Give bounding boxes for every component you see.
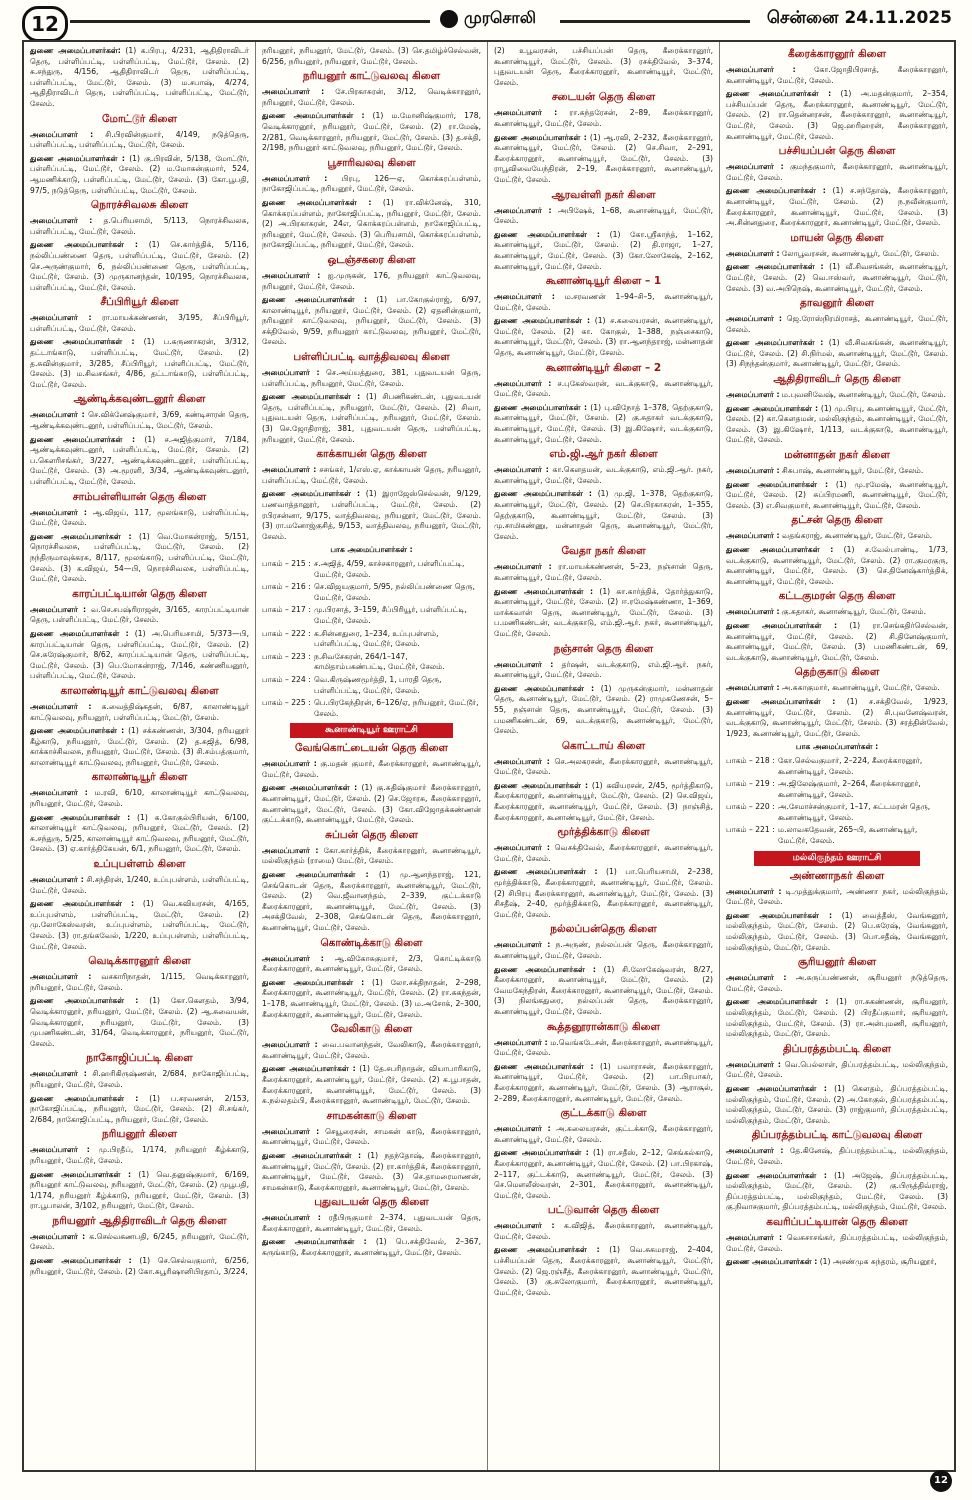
branch-title: வேங்கொட்டையன் தெரு கிளை xyxy=(295,742,448,755)
member-paragraph: அமைப்பாளர் : அ.சுகாகுமார், கூனாண்டியூர், மேட்டூர், சேலம். xyxy=(726,683,940,693)
column-4 xyxy=(720,42,954,1470)
member-paragraph: அமைப்பாளர் : அ.சுருப்பண்ணன், சூரியனூர் நடுத்தெரு, மேட்டூர், சேலம். xyxy=(726,973,948,993)
member-paragraph: துணை அமைப்பாளர்கள் : (1) அசண்முக சுந்தரம், சூரியனூர், xyxy=(726,1257,937,1267)
branch-title: நாகோஜிப்பட்டி கிளை xyxy=(86,1052,193,1065)
branch-title: வேலிகாடு கிளை xyxy=(330,1023,413,1036)
booth-row xyxy=(262,675,481,696)
branch-title: காரப்பட்டியான் தெரு கிளை xyxy=(72,587,207,600)
booth-row xyxy=(726,779,948,800)
booth-organiser: பெ.பிரகேந்திரன், 6–126/ஏ, நரியனூர், மேட்டூர், சேலம். xyxy=(314,698,479,718)
emblem-icon xyxy=(440,10,458,28)
branch-title: மோட்டூர் கிளை xyxy=(102,112,177,125)
member-paragraph: துணை அமைப்பாளர்கள் : (1) சிபணிகண்டன், புதுவடயன் தெரு, பள்ளிப்பட்டி, நரியனூர், மேட்டூர், சேலம். (2) சிவா, புதுவடயன் தெரு, பள்ளிப்பட்டி, நரியனூர், மேட்டூர், சேலம். (3) செ.ஜோதிராஜ், 381, புதுவடயன் தெரு, பள்ளிப்பட்டி, நரியனூர், மேட்டூர், சேலம். xyxy=(262,392,482,444)
branch-title: நஞ்சான் தெரு கிளை xyxy=(553,642,654,655)
member-paragraph: துணை அமைப்பாளர்கள் : (1) கா.கார்த்திக், தோர்த்துகாடு, கூனாண்டியூர், மேட்டூர், சேலம். (2) ஈ.ரமேஷ்கண்ணா, 1–369, மாக்கவான் தெரு, கூனாண்டியூர், மேட்டூர், சேலம். (3) ப.மணிகண்டன், வடக்குகாடு, எம்.ஜி.ஆர். நகர், கூனாண்டியூர், மேட்டூர், சேலம். xyxy=(494,586,713,638)
member-paragraph: துணை அமைப்பாளர்கள் : (1) மு.ரமேஷ், கூனாண்டியூர், மேட்டூர், சேலம். (2) சுப்பிரமணி, கூனாண்டியூர், மேட்டூர், சேலம். (3) எ.சிவகுமார், கூனாண்டியூர், மேட்டூர், சேலம். xyxy=(726,479,948,510)
page-number-badge: 12 xyxy=(22,6,68,42)
member-paragraph: துணை அமைப்பாளர்கள் : (1) வெ.தனுஷ்குமார், 6/169, நரியனூர் காட்டுவலவு, நரியனூர், மேட்டூர், சேலம். (2) முபூபதி, 1/174, நரியனூர் கீழ்க்காடு, நரியனூர், மேட்டூர், சேலம். (3) ரா.பூபாலன், 3/102, நரியனூர், மேட்டூர், சேலம். xyxy=(30,1169,250,1211)
masthead-rule-left xyxy=(70,20,430,23)
member-paragraph: துணை அமைப்பாளர்கள் : (1) பா.பெரியசாமி, 2–238, மூர்த்திக்காடு, கீரைக்காரனூர், கூனாண்டியூர், மேட்டூர், சேலம். (2) சிபிரபு கீரைக்காரனூர், கூனாண்டியூர், மேட்டூர், சேலம். (3) சிசதீஷ், 2–40, மூர்த்திக்காடு, கீரைக்காரனூர், கூனாண்டியூர், மேட்டூர், சேலம். xyxy=(494,867,713,919)
branch-title: வெடிக்காரனூர் கிளை xyxy=(88,955,191,968)
branch-title: நொரச்சிவலசு கிளை xyxy=(90,199,189,212)
member-paragraph: அமைப்பாளர் : கா.கௌதமன், வடக்குகாடு, எம்.ஜி.ஆர். நகர், கூனாண்டியூர், மேட்டூர், சேலம். xyxy=(494,465,713,485)
member-paragraph: துணை அமைப்பாளர்கள் : (1) ப.சரவணன், 2/153, நாகோஜிப்பட்டி, நரியனூர், மேட்டூர், சேலம். (2) சி.சங்கர், 2/684, நாகோஜிப்பட்டி, நரியனூர், மேட்டூர், சேலம். xyxy=(30,1093,249,1124)
booth-number: பாகம் – 223 : xyxy=(262,651,311,661)
booth-organiser: க.சின்னதுரை, 1–234, உப்புபள்ளம், பள்ளிப்பட்டி, மேட்டூர், சேலம். xyxy=(314,628,439,649)
member-paragraph: அமைப்பாளர் : த.பெரியசாமி, 5/113, நொரச்சிவலசு, பள்ளிப்பட்டி, மேட்டூர், சேலம். xyxy=(30,216,249,236)
member-paragraph: துணை அமைப்பாளர்கள் : (1) ப.கருணாகரன், 3/312, தட்டாங்காடு, பள்ளிப்பட்டி, மேட்டூர், சேலம். (2) த.சுவின்குமார், 3/285, சீப்பிரியூர், பள்ளிப்பட்டி, மேட்டூர், சேலம். (3) ம.சிவசங்கர், 4/86, தட்டாங்காடு, பள்ளிப்பட்டி, மேட்டூர், சேலம். xyxy=(30,337,249,389)
branch-title: ஆண்டிக்கவுண்டனூர் கிளை xyxy=(73,393,206,406)
member-paragraph: நரியனூர், நரியனூர், மேட்டூர், சேலம். (3) செ.தமிழ்ச்செல்வன், 6/256, நரியனூர், நரியனூர், மேட்டூர், சேலம். xyxy=(262,46,481,66)
booth-number: பாகம் – 219 : xyxy=(726,779,775,789)
member-paragraph: துணை அமைப்பாளர்கள் : (1) இராஜேஸ்செல்வன், 9/129, பணவாத்தானூர், பள்ளிப்பட்டி, மேட்டூர், சேலம். (2) ரபிரசன்னா, 9/175, வாத்திவலவு, நரியனூர், மேட்டூர், சேலம். (3) ரா.மனோஜ்குசித், 9/153, வாத்திவலவு, நரியனூர், மேட்டூர், சேலம். xyxy=(262,489,482,541)
member-paragraph: அமைப்பாளர் : ம.வெங்கடேசன், கீரைக்காரனூர், கூனாண்டியூர், மேட்டூர், சேலம். xyxy=(494,1037,713,1058)
booth-number: பாகம் – 225 : xyxy=(262,698,311,708)
member-paragraph: துணை அமைப்பாளர்கள் : (1) மு.ஜி, 1–378, தெற்குகாடு, கூனாண்டியூர், மேட்டூர், சேலம். (2) செ.பிரகாசுரன், 1–355, தெற்குகாடு, கூனாண்டியூர், மேட்டூர், சேலம். (3) மு.சாமிகண்ணு, மன்னாதன் தெரு, கூனாண்டியூர், மேட்டூர், சேலம். xyxy=(494,489,713,541)
member-paragraph: அமைப்பாளர் : ம.புவனிவேஷ், கூனாண்டியூர், மேட்டூர், சேலம். xyxy=(726,390,946,400)
member-paragraph: அமைப்பாளர் : பிரபு, 126—ஏ, கொக்கரப்பள்ளம், நாகோஜிப்பட்டி, நரியனூர், மேட்டூர், சேலம். xyxy=(262,173,481,194)
masthead-rule-right xyxy=(560,20,750,23)
branch-title: ஆரவள்ளி நகர் கிளை xyxy=(551,188,656,201)
member-paragraph: அமைப்பாளர் : சே.பிரகாசுரன், 3/12, வெடிக்காரனூர், நரியனூர், மேட்டூர், சேலம். xyxy=(262,87,481,107)
member-paragraph: துணை அமைப்பாளர்கள் : (1) தே.சபரிநாதன், வியாபாரிகாடு, கீரைக்காரனூர், கூனாண்டியூர், மேட்டூர், சேலம். (2) க.பூபாதன், கீரைக்காரனூர், கூனாண்டியூர், மேட்டூர், சேலம். (3) சு.நல்லதம்பி, கீரைக்காரனூர், கூனாண்டியூர், மேட்டூர், சேலம். xyxy=(262,1064,481,1106)
booth-row xyxy=(726,825,948,846)
member-paragraph: துணை அமைப்பாளர்கள் : (1) மு.ஆனந்தராஜ், 121, செங்கொடன் தெரு, கீரைக்காரனூர், கூனாண்டியூர், மேட்டூர், சேலம். (2) வெ.ஜீவானந்தம், 2–339, குட்டக்காடு கீரைக்காரனூர், கூனாண்டியூர், மேட்டூர், சேலம். (3) அசக்திவேல், 2–308, செங்கொடன் தெரு, கீரைக்காரனூர், கூனாண்டியூர், மேட்டூர், சேலம். xyxy=(262,870,481,932)
member-paragraph: அமைப்பாளர் : சிசுபாஷ், கூனாண்டியூர், மேட்டூர், சேலம். xyxy=(726,466,924,476)
branch-title: நரியனூர் காட்டுவலவு கிளை xyxy=(302,70,441,83)
member-paragraph: அமைப்பாளர் : கு.சுதாகர், கூனாண்டியூர், மேட்டூர், சேலம். xyxy=(726,607,927,617)
branch-title: நரியனூர் கிளை xyxy=(102,1128,177,1141)
member-paragraph: துணை அமைப்பாளர்கள் : (1) செ.கார்த்திக், 5/116, நல்லிப்பண்ணை தெரு, பள்ளிப்பட்டி, மேட்டூர், சேலம். (2) செ.அருண்குமார், 6, நல்லிப்பண்ணை தெரு, பள்ளிப்பட்டி, மேட்டூர், சேலம். (3) முருகானந்தன், 10/195, நொரச்சிவலசு, பள்ளிப்பட்டி, மேட்டூர், சேலம். xyxy=(30,240,249,292)
member-paragraph: துணை அமைப்பாளர்கள் : (1) ச.அஜித்குமார், 7/184, ஆண்டிக்கவுண்டனூர், பள்ளிப்பட்டி, மேட்டூர், சேலம். (2) ப.கௌரிசங்கர், 3/227, ஆண்டிக்கவுண்டனூர், பள்ளிப்பட்டி, மேட்டூர், சேலம். (3) அ.மூரளி, 3/34, ஆண்டிக்கவுண்டனூர், பள்ளிப்பட்டி, மேட்டூர், சேலம். xyxy=(30,434,250,486)
branch-title: திப்பரத்தம்பட்டி காட்டுவலவு கிளை xyxy=(751,1129,923,1142)
member-paragraph: அமைப்பாளர் : மு.பிரதீப், 1/174, நரியனூர் கீழ்க்காடு, நரியனூர், மேட்டூர், சேலம். xyxy=(30,1145,250,1165)
column-2 xyxy=(256,42,488,1470)
branch-title: உப்புபள்ளம் கிளை xyxy=(93,858,186,871)
member-paragraph: துணை அமைப்பாளர்கள் : (1) அஜேஷ், திப்பரத்தம்பட்டி, மல்லிகுந்தம், மேட்டூர், சேலம். (2) கு.பிருத்திவ்ராஜ், திப்பரத்தம்பட்டி, மல்லிகுந்தம், மேட்டூர், சேலம். (3) கு.நிவாசகுமார், திப்பரத்தம்பட்டி, மல்லிகுந்தம், மேட்டூர், சேலம். xyxy=(726,1170,948,1212)
member-paragraph: துணை அமைப்பாளர்கள் : (1) கு.சுதிஷ்குமார் கீரைக்காரனூர், கூனாண்டியூர், மேட்டூர், சேலம். (2) செ.ஜோரசு, கீரைக்காரனூர், கூனாண்டியூர், மேட்டூர், சேலம். (3) கோ.விஜோதக்கண்ணன் குட்டக்காடு, கூனாண்டியூர், மேட்டூர், சேலம். xyxy=(262,783,481,825)
booth-organiser: ச.அஜித், 4/59, காச்சகாரனூர், பள்ளிப்பட்டி, மேட்டூர், சேலம். xyxy=(314,558,465,579)
member-paragraph: அமைப்பாளர் : செ.விக்னேஷ்குமார், 3/69, கண்டிசாரன் தெரு, ஆண்டிக்கவுண்டனூர், பள்ளிப்பட்டி, மேட்டூர், சேலம். xyxy=(30,410,249,431)
column-1 xyxy=(24,42,256,1470)
masthead xyxy=(0,0,972,42)
member-paragraph: அமைப்பாளர் : க.செல்வகணபதி, 6/245, நரியனூர், மேட்டூர், சேலம். xyxy=(30,1231,249,1252)
branch-title: நரியனூர் ஆதிதிராவிடர் தெரு கிளை xyxy=(52,1214,227,1227)
member-paragraph: துணை அமைப்பாளர்கள் : (1) ரா.சுகண்ணன், சூரியனூர், மல்லிகுந்தம், மேட்டூர், சேலம். (2) பிரதீப்குமார், சூரியனூர், மல்லிகுந்தம், மேட்டூர், சேலம். (3) ரா.அன்புமணி, சூரியனூர், மல்லிகுந்தம், மேட்டூர், சேலம். xyxy=(726,997,948,1039)
member-paragraph: துணை அமைப்பாளர்கள் : (1) முருகன்குமார், மன்னாதன் தெரு, கூனாண்டியூர், மேட்டூர், சேலம். (2) ராமுகணேசன், 5–55, நஞ்சான் தெரு, கூனாண்டியூர், மேட்டூர், சேலம். (3) பமணிகண்டன், 69, வடக்குகாடு, கூனாண்டியூர், மேட்டூர், சேலம். xyxy=(494,683,714,736)
member-paragraph: துணை அமைப்பாளர்கள் : (1) அ.மதன்குமார், 2–354, பச்சியப்பன் தெரு, கீரைக்காரனூர், கூனாண்டியூர், மேட்டூர், சேலம். (2) ரா.தென்னரசன், கீரைக்காரனூர், கூனாண்டியூர், மேட்டூர், சேலம். (3) ஜெ.ஹரிஹரன், கீரைக்காரனூர், கூனாண்டியூர், மேட்டூர், சேலம். xyxy=(726,89,948,141)
booth-row xyxy=(262,629,481,650)
member-paragraph: துணை அமைப்பாளர்கள் : (1) ரா.சதீஸ், 2–12, செங்கல்காடு, கீரைக்காரனூர், கூனாண்டியூர், மேட்டூர், சேலம். (2) பா.பிரகாஷ், 2–117, குட்டக்காடு, கூனாண்டியூர், மேட்டூர், சேலம். (3) செ.மௌலீஸ்வரன், 2–301, கீரைக்காரனூர், கூனாண்டியூர், மேட்டூர், சேலம். xyxy=(494,1148,714,1200)
member-paragraph: துணை அமைப்பாளர்கள் : (1) கவியரசன், 2/45, மூர்த்திகாடு, கீரைக்காரனூர், கூனாண்டியூர், மேட்டூர், சேலம். (2) செ.விஜய், கீரைக்காரனூர், கூனாண்டியூர், மேட்டூர், சேலம். (3) நாஞ்சித், கீரைக்காரனூர், கூனாண்டியூர், மேட்டூர், சேலம். xyxy=(494,780,713,822)
member-paragraph: துணை அமைப்பாளர்கள் : (1) ச.வேல்பாண்டி, 1/73, வடக்குகாடு, கூனாண்டியூர், மேட்டூர், சேலம். (2) ரா.குமரகுரு, கூனாண்டியூர், மேட்டூர், சேலம். (3) செ.தினேஷ்கார்த்திக், கூனாண்டியூர், மேட்டூர், சேலம். xyxy=(726,545,948,586)
branch-title: மாயன் தெரு கிளை xyxy=(790,231,884,244)
branch-title: எம்.ஜி.ஆர் நகர் கிளை xyxy=(549,448,658,461)
booth-number: பாகம் – 224 : xyxy=(262,674,311,684)
member-paragraph: துணை அமைப்பாளர்கள் : (1) லோ.சக்திநாதன், 2–298, கீரைக்காரனூர், கூனாண்டியூர், மேட்டூர், சேலம். (2) ரா.சுகந்தன், 1–178, கூனாண்டியூர், மேட்டூர், சேலம். (3) ம.அசோக், 2–300, கீரைக்காரனூர், கூனாண்டியூர், மேட்டூர், சேலம். xyxy=(262,977,481,1019)
booth-organiser: கோ.செல்வகுமார், 2–224, கீரைக்காரனூர், கூனாண்டியூர், சேலம். xyxy=(778,755,923,776)
booth-number: பாகம் – 218 : xyxy=(726,755,775,765)
booth-number: பாகம் – 215 : xyxy=(262,558,311,568)
branch-title: காலாண்டியூர் கிளை xyxy=(91,771,188,784)
member-paragraph: துணை அமைப்பாளர்கள் : (1) கௌதம், திப்பரத்தம்பட்டி, மல்லிகுந்தம், மேட்டூர், சேலம். (2) அ.கோகுல், திப்பரத்தம்பட்டி, மல்லிகுந்தம், மேட்டூர், சேலம். (3) ராஜ்குமார், திப்பரத்தம்பட்டி, மல்லிகுந்தம், மேட்டூர், சேலம். xyxy=(726,1083,948,1125)
member-paragraph: அமைப்பாளர் : சி.பிரவின்குமார், 4/149, நடுத்தெரு, பள்ளிப்பட்டி, பள்ளிப்பட்டி, மேட்டூர், சேலம். xyxy=(30,129,249,150)
member-paragraph: துணை அமைப்பாளர்கள் : (1) பெ.சக்திவேல், 2–367, கருங்காடு, கீரைக்காரனூர், கூனாண்டியூர், மேட்டூர், சேலம். xyxy=(262,1237,482,1258)
member-paragraph: அமைப்பாளர் : செயூரைசன், சாமகன் காடு, கீரைக்காரனூர், கூனாண்டியூர், மேட்டூர், சேலம். xyxy=(262,1126,481,1147)
booth-row xyxy=(262,652,481,673)
member-paragraph: துணை அமைப்பாளர்கள் : (1) ச.கலையரசன், கூனாண்டியூர், மேட்டூர், சேலம். (2) கா. கோகுல், 1–388, நஞ்சைகாடு, கூனாண்டியூர், மேட்டூர், சேலம். (3) ரா.ஆனந்தராஜ், மன்னாதன் தெரு, கூனாண்டியூர், மேட்டூர், சேலம். xyxy=(494,316,713,358)
member-paragraph: துணை அமைப்பாளர்கள் : (1) ம.மோனிஷ்குமார், 178, வெடிக்காரனூர், நரியனூர், மேட்டூர், சேலம். (2) ரா.மேஷ், 2/281, வெடிக்காரனூர், நரியனூர், மேட்டூர், சேலம். (3) த.சக்தி, 2/198, நரியனூர் காட்டுவலவு, நரியனூர், மேட்டூர், சேலம். xyxy=(262,111,481,153)
article-frame xyxy=(22,40,956,1472)
member-paragraph: அமைப்பாளர் : கு.மதன் குமார், கீரைக்காரனூர், கூனாண்டியூர், மேட்டூர், சேலம். xyxy=(262,759,481,779)
member-paragraph: அமைப்பாளர் : அ.சுலையரசன், குட்டக்காடு, கீரைக்காரனூர், கூனாண்டியூர், மேட்டூர், சேலம். xyxy=(494,1124,713,1144)
member-paragraph: அமைப்பாளர் : செ.அய்யத்துரை, 381, புதுவடயன் தெரு, பள்ளிப்பட்டி, நரியனூர், மேட்டூர், சேலம். xyxy=(262,368,481,388)
member-paragraph: அமைப்பாளர் : செ.அலகரசன், கீரைக்காரனூர், கூனாண்டியூர், மேட்டூர், சேலம். xyxy=(494,756,713,777)
member-paragraph: அமைப்பாளர் : ம.சரவணன் 1–94–சி–5, கூனாண்டியூர், மேட்டூர், சேலம். xyxy=(494,292,713,312)
member-paragraph: அமைப்பாளர் : ரா.மாயக்கண்ணன், 3/195, சீப்பிரியூர், பள்ளிப்பட்டி, மேட்டூர், சேலம். xyxy=(30,313,249,333)
member-paragraph: அமைப்பாளர் : வ.செ.சபஷ்ரிராஜன், 3/165, காரப்பட்டியான் தெரு, பள்ளிப்பட்டி, மேட்டூர், சேலம். xyxy=(30,604,249,625)
member-paragraph: அமைப்பாளர் : குமந்தகுமார், கீரைக்காரனூர், கூனாண்டியூர், மேட்டூர், சேலம். xyxy=(726,162,948,182)
branch-title: சூரியனூர் கிளை xyxy=(797,956,877,969)
member-paragraph: துணை அமைப்பாளர்கள் : (1) மு.பிரபு, கூனாண்டியூர், மேட்டூர், சேலம். (2) கா.கௌதமன், மல்லிகுந்தம், கூனாண்டியூர், மேட்டூர், சேலம். (3) இ.கிஷோர், 1/113, வடக்குகாடு, கூனாண்டியூர், மேட்டூர், சேலம். xyxy=(726,403,949,445)
booth-number: பாகம் – 222 : xyxy=(262,628,311,638)
member-paragraph: அமைப்பாளர் : ந.அருண், நல்லப்பன் தெரு, கீரைக்காரனூர், கூனாண்டியூர், மேட்டூர், சேலம். xyxy=(494,940,713,960)
branch-title: கவரிப்பட்டியான் தெரு கிளை xyxy=(766,1215,908,1228)
branch-title: கொட்டாய் கிளை xyxy=(561,739,646,752)
branch-title: சடையன் தெரு கிளை xyxy=(551,91,656,104)
member-paragraph: அமைப்பாளர் : வெசுசாசங்கர், திப்பரத்தம்பட்டி, மல்லிகுந்தம், மேட்டூர், சேலம். xyxy=(726,1232,948,1253)
member-paragraph: துணை அமைப்பாளர்கள் : (1) அ.பெரியசாமி, 5/373—பி, காரப்பட்டியான் தெரு, பள்ளிப்பட்டி, மேட்டூர், சேலம். (2) செ.சுரேஷ்குமார், 8/62, காரப்பட்டியான் தெரு, பள்ளிப்பட்டி, மேட்டூர், சேலம். (3) பெ.மோகன்ராஜ், 7/146, கண்ணியனூர், பள்ளிப்பட்டி, மேட்டூர், சேலம். xyxy=(30,628,249,681)
member-paragraph: அமைப்பாளர் : தர்ஷன், வடக்குகாடு, எம்.ஜி.ஆர். நகர், கூனாண்டியூர், மேட்டூர், சேலம். xyxy=(494,659,713,680)
member-paragraph: அமைப்பாளர் : வசகாரிநாதன், 1/115, வெடிக்காரனூர், நரியனூர், மேட்டூர், சேலம். xyxy=(30,972,249,992)
branch-title: குட்டக்காடு கிளை xyxy=(560,1107,647,1120)
date-line: சென்னை 24.11.2025 xyxy=(766,8,952,28)
member-paragraph: துணை அமைப்பாளர்கள் : (1) கோ.ஸ்ரீகாந்த், 1–162, கூனாண்டியூர், மேட்டூர், சேலம். (2) தி.ராஜா, 1–27, கூனாண்டியூர், மேட்டூர், சேலம். (3) கோ.லோகேஷ், 2–162, கூனாண்டியூர், மேட்டூர், சேலம். xyxy=(494,229,713,271)
branch-title: கொண்டிக்காடு கிளை xyxy=(320,936,423,949)
booth-number: பாகம் – 221 : xyxy=(726,825,775,835)
branch-title: ஒடஞ்சகரை கிளை xyxy=(327,253,416,266)
member-paragraph: அமைப்பாளர் : ஆ.விஜய், 117, மூலங்காடு, பள்ளிப்பட்டி, மேட்டூர், சேலம். xyxy=(30,507,249,528)
booth-row xyxy=(262,698,481,719)
member-paragraph: துணை அமைப்பாளர்கள் : (1) சக்கண்ணன், 3/304, நரியனூர் கீழ்காடு, நரியனூர், மேட்டூர், சேலம். (2) த.சுஜித், 6/98, காக்காச்சிவலசு, நரியனூர், மேட்டூர், சேலம். (3) சி.சம்பத்குமார், காலாண்டியூர் காட்டுவலவு, நரியனூர், மேட்டூர், சேலம். xyxy=(30,726,250,767)
column-3 xyxy=(488,42,720,1470)
member-paragraph: அமைப்பாளர் : ஆ.விகோசுகுமார், 2/3, கொட்டிக்காடு கீரைக்காரனூர், கூனாண்டியூர், மேட்டூர், சேலம். xyxy=(262,953,481,974)
booth-row xyxy=(262,582,481,603)
branch-title: சுப்பன் தெரு கிளை xyxy=(325,828,418,841)
branch-title: புதுவடயன் தெரு கிளை xyxy=(314,1196,429,1209)
branch-title: பச்சியப்பன் தெரு கிளை xyxy=(778,145,896,158)
member-paragraph: அமைப்பாளர் : சி.சந்திரன், 1/240, உப்புபள்ளம், பள்ளிப்பட்டி, மேட்டூர், சேலம். xyxy=(30,875,249,895)
booth-organiser: செ.விஜயகுமார், 5/95, நல்லிப்பண்ணை தெரு, மேட்டூர், சேலம். xyxy=(314,582,475,602)
branch-title: தட்சன் தெரு கிளை xyxy=(791,514,883,527)
member-paragraph: துணை அமைப்பாளர்கள் : (1) கோ.கௌதம், 3/94, வெடிக்காரனூர், நரியனூர், மேட்டூர், சேலம். (2) ஆ.சுவையன், வெடிக்காரனூர், நரியனூர், மேட்டூர், சேலம். (3) முபணிகண்டன், 31/64, வெடிக்காரனூர், நரியனூர், மேட்டூர், சேலம். xyxy=(30,996,250,1048)
branch-title: அண்ணாநகர் கிளை xyxy=(789,869,885,882)
member-paragraph: அமைப்பாளர் : வை.பவானந்தன், வேலிகாடு, கீரைக்காரனூர், கூனாண்டியூர், மேட்டூர், சேலம். xyxy=(262,1040,481,1060)
booth-organiser: ம.லாவகதேவன், 265–பி, கூனாண்டியூர், மேட்டூர், சேலம். xyxy=(778,825,918,846)
booth-number: பாகம் – 216 : xyxy=(262,582,311,592)
member-paragraph: துணை அமைப்பாளர்கள் : (1) வெ.மோகன்ராஜ், 5/151, நொரச்சிவலசு, பள்ளிப்பட்டி, மேட்டூர், சேலம். (2) நந்திருமாவுக்கரசு, 8/117, மூலங்காடு, பள்ளிப்பட்டி, மேட்டூர், சேலம். (3) க.விஜய், 54—பி, நொரச்சிவலசு, பள்ளிப்பட்டி, மேட்டூர், சேலம். xyxy=(30,531,250,584)
member-paragraph: துணை அமைப்பாளர்கள் : (1) ரா.செங்கதிர்செல்வன், கூனாண்டியூர், மேட்டூர், சேலம். (2) சி.தினேஷ்குமார், கூனாண்டியூர், மேட்டூர், சேலம். (3) பமணிகண்டன், 69, வடக்குகாடு, கூனாண்டியூர், மேட்டூர், சேலம். xyxy=(726,620,948,662)
branch-title: கூனாண்டியூர் கிளை – 1 xyxy=(545,275,662,288)
booth-row xyxy=(726,802,948,823)
booth-organiser: மு.பிரசாத், 3–159, சீப்பிரியூர், பள்ளிப்பட்டி, மேட்டூர், சேலம். xyxy=(314,605,467,625)
branch-title: காலாண்டியூர் காட்டுவலவு கிளை xyxy=(60,684,219,697)
member-paragraph: (2) உபூவரசன், பச்சியப்பன் தெரு, கீரைக்காரனூர், கூனாண்டியூர், மேட்டூர், சேலம். (3) ரசக்திவேல், 3–374, புதுவடயன் தெரு, கீரைக்காரனூர், கூனாண்டியூர், மேட்டூர், சேலம். xyxy=(494,46,713,87)
section-subhead: பாக அமைப்பாளர்கள் : xyxy=(330,545,413,555)
branch-title: பட்டுவான் தெரு கிளை xyxy=(547,1204,660,1217)
member-paragraph: துணை அமைப்பாளர்கள் : (1) வீ.சிவசங்கன், கூனாண்டியூர், மேட்டூர், சேலம். (2) வெ.ஈஸ்வர், கூனாண்டியூர், மேட்டூர், சேலம். (3) வ.அபிநெஷ், கூனாண்டியூர், மேட்டூர், சேலம். xyxy=(726,262,948,293)
branch-title: மூர்த்திக்காடு கிளை xyxy=(557,826,650,839)
member-paragraph: அமைப்பாளர் : ரா.சுந்தரேசன், 2–89, கீரைக்காரனூர், கூனாண்டியூர், மேட்டூர், சேலம். xyxy=(494,108,713,128)
booth-organiser: அ.சேமாச்சன்குமார், 1–17, சுட்டமரன் தெரு, கூனாண்டியூர், சேலம். xyxy=(778,802,931,822)
member-paragraph: அமைப்பாளர் : சசங்கர், 1/எஸ்.ஏ, காக்காயன் தெரு, நரியனூர், பள்ளிப்பட்டி, மேட்டூர், சேலம். xyxy=(262,465,481,485)
member-paragraph: அமைப்பாளர் : வதங்கராஜ், கூனாண்டியூர், மேட்டூர், சேலம். xyxy=(726,531,933,541)
member-paragraph: துணை அமைப்பாளர்கள் : (1) சி.லோகேஷ்வரன், 8/27, கீரைக்காரனூர், கூனாண்டியூர், மேட்டூர், சேலம். (2) வேமகேந்திரன், கீரைக்காரனூர், கூனாண்டியூர், மேட்டூர், சேலம். (3) நிலங்கதுரை, நல்லப்பன் தெரு, கீரைக்காரனூர், கூனாண்டியூர், மேட்டூர், சேலம். xyxy=(494,964,714,1016)
member-paragraph: துணை அமைப்பாளர்கள் : (1) ச.சக்திவேல், 1/923, கூனாண்டியூர், மேட்டூர், சேலம். (2) சி.புவனேஷ்வரன், வடக்குகாடு, கூனாண்டியூர், மேட்டூர், சேலம். (3) சரத்தின்வேல், 1/923, கூனாண்டியூர், மேட்டூர், சேலம். xyxy=(726,696,948,738)
member-paragraph: அமைப்பாளர் : அபிஷேக், 1–68, கூனாண்டியூர், மேட்டூர், சேலம். xyxy=(494,205,713,226)
branch-title: திப்பரத்தம்பட்டி கிளை xyxy=(783,1042,891,1055)
branch-title: மன்னாதன் நகர் கிளை xyxy=(784,449,890,462)
member-paragraph: துணை அமைப்பாளர்கள் : (1) ச.சந்தோஷ், கீரைக்காரனூர், கூனாண்டியூர், மேட்டூர், சேலம். (2) ந.நவீன்குமார், கீரைக்காரனூர், கூனாண்டியூர், மேட்டூர், சேலம். (3) அ.சின்னதுரை, கீரைக்காரனூர், கூனாண்டியூர், மேட்டூர், சேலம். xyxy=(726,186,948,228)
member-paragraph: அமைப்பாளர் : சி.ஹரிகிருஷ்ணன், 2/684, நாகோஜிப்பட்டி, நரியனூர், மேட்டூர், சேலம். xyxy=(30,1069,249,1089)
branch-title: பள்ளிப்பட்டி வாத்திவலவு கிளை xyxy=(293,351,450,364)
branch-title: காக்காயன் தெரு கிளை xyxy=(316,448,427,461)
member-paragraph: துணை அமைப்பாளர்கள் : (1) வெ.சுசுமராஜ், 2–404, பச்சியப்பன் தெரு, கீரைக்காரனூர், கூனாண்டியூர், மேட்டூர், சேலம். (2) ஜெ.ரஞ்சீத், கீரைக்காரனூர், கூனாண்டியூர், மேட்டூர், சேலம். (3) கு.சுலோகுமார், கீரைக்காரனூர், கூனாண்டியூர், மேட்டூர், சேலம். xyxy=(494,1245,713,1297)
paper-logo xyxy=(440,8,536,29)
member-paragraph: அமைப்பாளர் : க.விஜித், கீரைக்காரனூர், கூனாண்டியூர், மேட்டூர், சேலம். xyxy=(494,1221,713,1241)
branch-title: தெற்குகாடு கிளை xyxy=(794,666,880,679)
branch-title: கட்டகுமரன் தெரு கிளை xyxy=(778,590,896,603)
branch-title: பூசாரிவலவு கிளை xyxy=(327,156,416,169)
member-paragraph: அமைப்பாளர் : ரதீபிருகுமார் 2–374, புதுவடயன் தெரு, கீரைக்காரனூர், கூனாண்டியூர், மேட்டூர், சேலம். xyxy=(262,1213,481,1233)
member-paragraph: அமைப்பாளர் : ஜெ.ரோஸ்நிரமிராசத், கூனாண்டியூர், மேட்டூர், சேலம். xyxy=(726,314,948,334)
member-paragraph: அமைப்பாளர் : ம.ரவி, 6/10, காலாண்டியூர் காட்டுவலவு, நரியனூர், மேட்டூர், சேலம். xyxy=(30,788,249,809)
member-paragraph: துணை அமைப்பாளர்கள் : (1) க.கோகுல்பிரியன், 6/100, காலாண்டியூர் காட்டுவலவு, நரியனூர், மேட்டூர், சேலம். (2) சு.சந்துரு, 5/25, காலாண்டியூர் காட்டுவலவு, நரியனூர், மேட்டூர், சேலம். (3) ஏ.கார்த்திகேயன், 6/1, நரியனூர், மேட்டூர், சேலம். xyxy=(30,812,249,854)
member-paragraph: துணை அமைப்பாளர்கள் : (1) பு.விநோத் 1–378, தெற்குகாடு, கூனாண்டியூர், மேட்டூர், சேலம். (2) கு.சுதாகர் வடக்குகாடு, கூனாண்டியூர், மேட்டூர், சேலம். (3) இ.கிஷோர், வடக்குகாடு, கூனாண்டியூர், மேட்டூர், சேலம். xyxy=(494,402,714,444)
member-paragraph: துணை அமைப்பாளர்கள் : (1) வெ.கவியரசன், 4/165, உப்புபள்ளம், பள்ளிப்பட்டி, மேட்டூர், சேலம். (2) மு.லோகேஸ்வரன், உப்புபள்ளம், பள்ளிப்பட்டி, மேட்டூர், சேலம். (3) ரா.தங்கவேல், 1/220, உப்புபள்ளம், பள்ளிப்பட்டி, மேட்டூர், சேலம். xyxy=(30,899,249,951)
booth-organiser: வெ.கிருஷ்ணமூர்த்தி, 1, பாரதி தெரு, பள்ளிப்பட்டி, மேட்டூர், சேலம். xyxy=(314,674,442,695)
booth-row xyxy=(726,756,948,777)
member-paragraph: துணை அமைப்பாளர்கள் : (1) வீ.சிவகங்கன், கூனாண்டியூர், மேட்டூர், சேலம். (2) சி.நிர்மல், கூனாண்டியூர், மேட்டூர், சேலம். (3) சிநந்தன்குமார், கூனாண்டியூர், மேட்டூர், சேலம். xyxy=(726,338,949,369)
panchayat-banner: மல்லிகுந்தம் ஊராட்சி xyxy=(754,851,920,866)
branch-title: வேதா நகர் கிளை xyxy=(561,545,646,558)
booth-organiser: அ.ஜிலேஷ்குமார், 2–264, கீரைக்காரனூர், கூனாண்டியூர், சேலம். xyxy=(778,779,921,799)
booth-row xyxy=(262,605,481,626)
branch-title: சாம்பள்ளியான் தெரு கிளை xyxy=(72,490,207,503)
member-paragraph: துணை அமைப்பாளர்கள் : (1) வைத்தீஸ், வேங்கனூர், மல்லிகுந்தம், மேட்டூர், சேலம். (2) பெ.சுரேஷ், வேங்கனூர், மல்லிகுந்தம், மேட்டூர், சேலம். (3) பொ.சதீஷ், வேங்கனூர், மல்லிகுந்தம், மேட்டூர், சேலம். xyxy=(726,910,948,952)
member-paragraph: துணை அமைப்பாளர்கள் : (1) ஆ.ரவி, 2–232, கீரைக்காரனூர், கூனாண்டியூர், மேட்டூர், சேலம். (2) செ.சிவா, 2–291, கீரைக்காரனூர், கூனாண்டியூர், மேட்டூர், சேலம். (3) ராபூவிவையேந்திரன், 2–19, கீரைக்காரனூர், கூனாண்டியூர், மேட்டூர், சேலம். xyxy=(494,132,714,184)
member-paragraph: துணை அமைப்பாளர்கள் : (1) செ.செல்வகுமார், 6/256, நரியனூர், மேட்டூர், சேலம். (2) கோ.சுபூரிஷானிபிரதாப், 3/224, xyxy=(30,1256,249,1276)
member-paragraph: அமைப்பாளர் : க.வைத்திஷ்கதன், 6/87, காலாண்டியூர் காட்டுவலவு, நரியனூர், பள்ளிப்பட்டி, மேட்டூர், சேலம். xyxy=(30,701,249,722)
branch-title: கூத்தனூரான்காடு கிளை xyxy=(546,1020,660,1033)
booth-row xyxy=(262,559,481,580)
member-paragraph: அமைப்பாளர் : ஐ.முருகன், 176, நரியனூர் காட்டுவலவு, நரியனூர், மேட்டூர், சேலம். xyxy=(262,270,481,291)
booth-number: பாகம் – 217 : xyxy=(262,605,311,615)
footer-page-number: 12 xyxy=(930,1470,952,1492)
member-paragraph: துணை அமைப்பாளர்கள் : (1) நதந்தோஷ், கீரைக்காரனூர், கூனாண்டியூர், மேட்டூர், சேலம். (2) ரா.கார்த்திக், கீரைக்காரனூர், கூனாண்டியூர், மேட்டூர், சேலம். (3) செ.தாமரைமாணன், சாமகன்காடு, கீரைக்காரனூர், கூனாண்டியூர், மேட்டூர், சேலம். xyxy=(262,1150,481,1192)
branch-title: சீப்பிரியூர் கிளை xyxy=(100,296,179,309)
branch-title: நல்லப்பன்தெரு கிளை xyxy=(550,923,657,936)
member-paragraph: துணை அமைப்பாளர்கள் : (1) பவாராசன், கீரைக்காரனூர், கூனாண்டியூர், மேட்டூர், சேலம். (2) பா.பிரபாகர், கீரைக்காரனூர், கூனாண்டியூர், மேட்டூர், சேலம். (3) ஆராசூல், 2–289, கீரைக்காரனூர், கூனாண்டியூர், மேட்டூர், சேலம். xyxy=(494,1061,713,1103)
booth-number: பாகம் – 220 : xyxy=(726,802,775,812)
member-paragraph: அமைப்பாளர் : வெசக்திவேல், கீரைக்காரனூர், கூனாண்டியூர், மேட்டூர், சேலம். xyxy=(494,843,713,863)
member-paragraph: அமைப்பாளர் : கோ.கார்த்திக், கீரைக்காரனூர், கூனாண்டியூர், மல்லிகுந்தம் (ராமை) மேட்டூர், சேலம். xyxy=(262,845,481,866)
member-paragraph: அமைப்பாளர் : கோ.ஜோதிபிரசாத், கீரைக்காரனூர், கூனாண்டியூர், மேட்டூர், சேலம். xyxy=(726,65,948,85)
member-paragraph: துணை அமைப்பாளர்கள் : (1) பா.கோகுல்ராஜ், 6/97, காலாண்டியூர், நரியனூர், மேட்டூர், சேலம். (2) ஏதனின்குமார், நரியனூர் காட்டுவலவு, நரியனூர், மேட்டூர், சேலம். (3) சக்திவேல், 9/59, நரியனூர் காட்டுவலவு, நரியனூர், மேட்டூர், சேலம். xyxy=(262,295,481,347)
member-paragraph: அமைப்பாளர் : ரா.மாயக்கண்ணன், 5–23, நஞ்சான் தெரு, கூனாண்டியூர், மேட்டூர், சேலம். xyxy=(494,562,713,582)
booth-organiser: ந.சிவசேகரன், 264/1–147, காமிதாம்பகண்பட்டி, மேட்டூர், சேலம். xyxy=(314,651,445,672)
member-paragraph: துணை அமைப்பாளர்கள் : (1) ரா.விக்னேஷ், 310, கொக்கரப்பள்ளம், நாகோஜிப்பட்டி, நரியனூர், மேட்டூர், சேலம். (2) அ.பிரகாசுரன், 24எ, கொக்கரப்பள்ளம், நாகோஜிப்பட்டி, நரியனூர், மேட்டூர், சேலம். (3) பெரியசாமி, கொக்கரப்பள்ளம், நாகோஜிப்பட்டி, நரியனூர், மேட்டூர், சேலம். xyxy=(262,197,482,250)
branch-title: சாமகன்காடு கிளை xyxy=(326,1109,417,1122)
member-paragraph: துணை அமைப்பாளர்கள்: (1) க.பிரபு, 4/231, ஆதிதிராவிடர் தெரு, பள்ளிப்பட்டி, பள்ளிப்பட்டி, மேட்டூர், சேலம். (2) சு.சந்துரு, 4/156, ஆதிதிராவிடர் தெரு, பள்ளிப்பட்டி, பள்ளிப்பட்டி, மேட்டூர், சேலம். (3) ம.சபாஷ், 4/274, ஆதிதிராவிடர் தெரு, பள்ளிப்பட்டி, பள்ளிப்பட்டி, மேட்டூர், சேலம். xyxy=(30,46,249,108)
member-paragraph: அமைப்பாளர் : டி.முத்துக்குமார், அண்ணா நகர், மல்லிகுந்தம், மேட்டூர், சேலம். xyxy=(726,886,948,907)
panchayat-banner: கூனாண்டியூர் ஊராட்சி xyxy=(290,723,453,738)
member-paragraph: அமைப்பாளர் : ச.புகேஸ்வரன், வடக்குகாடு, கூனாண்டியூர், மேட்டூர், சேலம். xyxy=(494,378,713,399)
branch-title: கீரைக்காரனூர் கிளை xyxy=(787,48,887,60)
branch-title: ஆதிதிராவிடர் தெரு கிளை xyxy=(773,373,901,386)
paper-name: முரசொலி xyxy=(464,8,536,27)
branch-title: கூனாண்டியூர் கிளை – 2 xyxy=(545,361,662,374)
member-paragraph: துணை அமைப்பாளர்கள் : (1) கு.பிரவின், 5/138, மோட்டூர், பள்ளிப்பட்டி, மேட்டூர், சேலம். (2) ம.மோகன்குமார், 524, ஆமணிக்காடு, பள்ளிப்பட்டி, மேட்டூர், சேலம். (3) கோ.பூபதி, 97/5, நடுத்தெரு, பள்ளிப்பட்டி, மேட்டூர், சேலம். xyxy=(30,153,250,195)
section-subhead: பாக அமைப்பாளர்கள் : xyxy=(795,742,879,752)
member-paragraph: அமைப்பாளர் : வெ.பெல்லாள், திப்பரத்தம்பட்டி, மல்லிகுந்தம், மேட்டூர், சேலம். xyxy=(726,1059,948,1080)
member-paragraph: அமைப்பாளர் : லோபூவரசன், கூனாண்டியூர், மேட்டூர், சேலம். xyxy=(726,248,940,258)
branch-title: தாவனூர் கிளை xyxy=(800,297,874,310)
member-paragraph: அமைப்பாளர் : தே.கினேஷ், திப்பரத்தம்பட்டி, மல்லிகுந்தம், மேட்டூர், சேலம். xyxy=(726,1146,948,1166)
